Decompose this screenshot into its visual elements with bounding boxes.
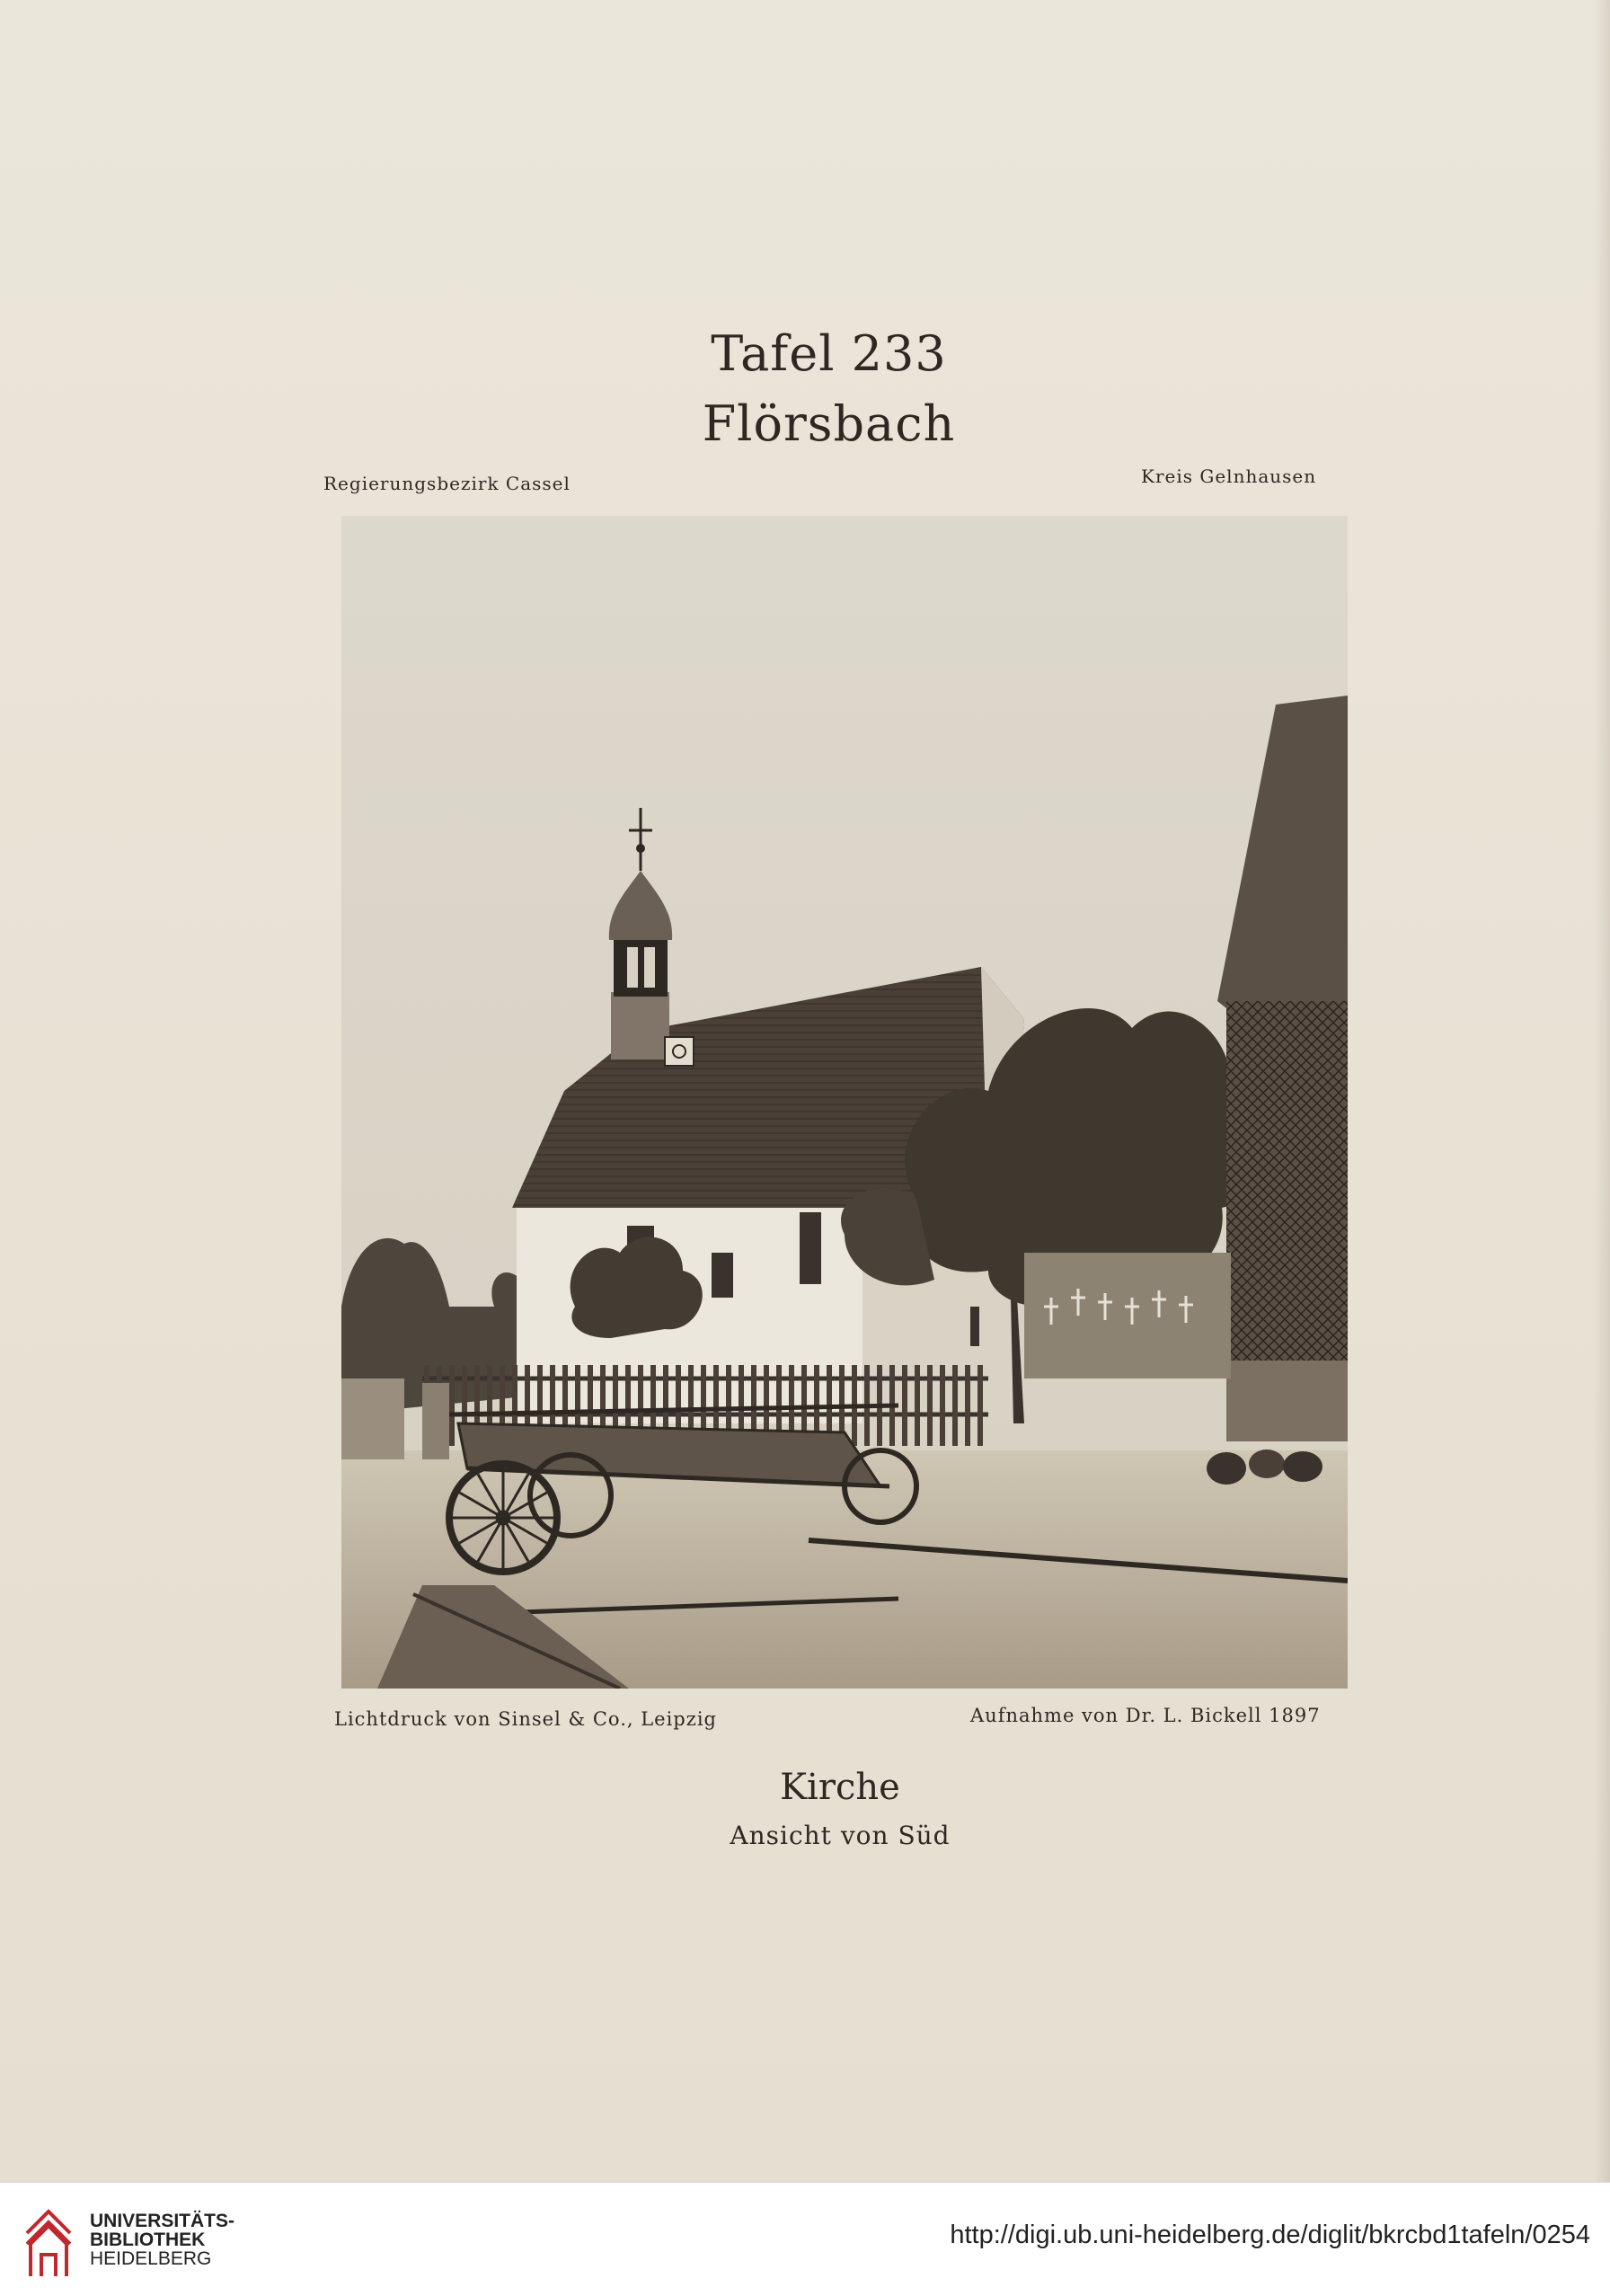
bell-tower-base [611, 992, 669, 1059]
region-district: Regierungsbezirk Cassel [323, 473, 571, 494]
photo-credit: Aufnahme von Dr. L. Bickell 1897 [970, 1705, 1321, 1726]
place-name: Flörsbach [702, 395, 956, 452]
source-url-link[interactable]: http://digi.ub.uni-heidelberg.de/diglit/bkrcbd1tafeln/0254 [950, 2221, 1590, 2249]
church-window [800, 1212, 821, 1284]
church-photograph [341, 516, 1348, 1689]
barrel [1249, 1449, 1285, 1478]
caption-title: Kirche [780, 1767, 900, 1808]
barrel [1207, 1452, 1246, 1485]
plate-number: Tafel 233 [711, 325, 947, 382]
church-window [970, 1307, 979, 1346]
church-window [712, 1253, 733, 1298]
library-logo-icon[interactable] [18, 2197, 77, 2280]
caption-subtitle: Ansicht von Süd [730, 1821, 951, 1850]
barn-wall [1226, 1001, 1348, 1370]
library-name-line-3: HEIDELBERG [90, 2248, 212, 2269]
library-name-line-1: UNIVERSITÄTS- [90, 2211, 235, 2231]
print-credit: Lichtdruck von Sinsel & Co., Leipzig [334, 1708, 717, 1730]
bell-tower-lantern [614, 938, 668, 997]
region-county: Kreis Gelnhausen [1141, 465, 1317, 487]
library-name-line-2: BIBLIOTHEK [90, 2230, 206, 2250]
dormer [665, 1037, 694, 1066]
barrel [1283, 1451, 1322, 1482]
graveyard-wall [1024, 1253, 1231, 1378]
viewer-footer [0, 2182, 1610, 2296]
